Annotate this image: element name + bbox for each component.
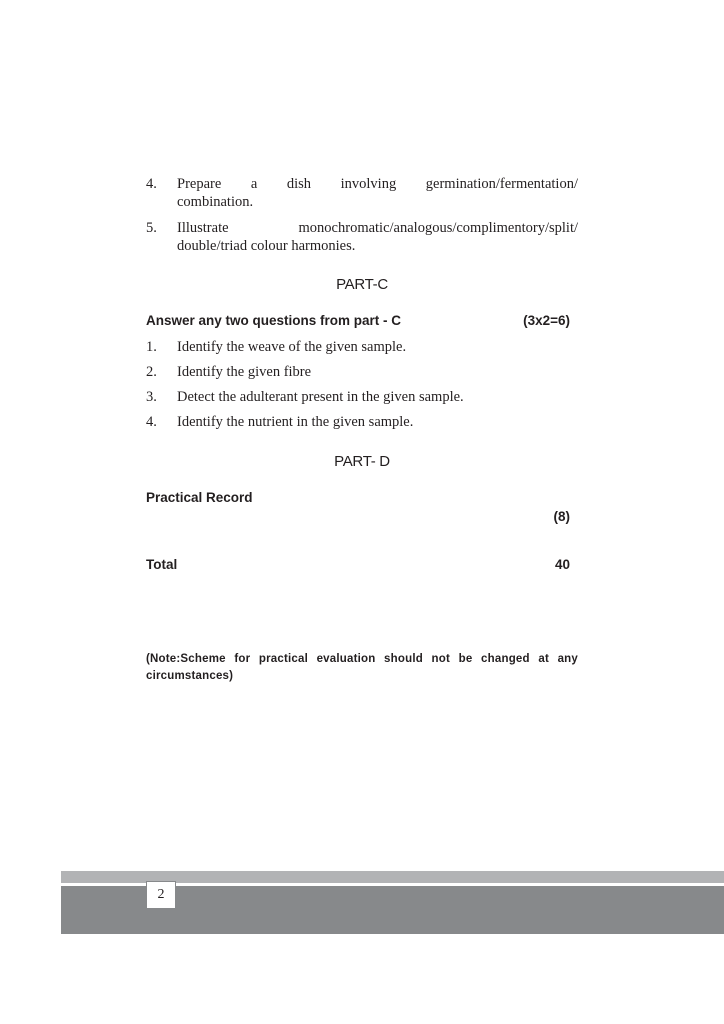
item-text: combination. <box>177 194 254 210</box>
evaluation-note: (Note:Scheme for practical evaluation should not be changed at any circumstances) <box>146 653 578 682</box>
total-label: Total <box>146 557 178 572</box>
item-number: 4. <box>146 414 157 430</box>
continued-question-list <box>146 175 578 255</box>
item-text: Prepare a dish involving germination/fermentation/ <box>177 176 578 192</box>
item-text: Identify the given fibre <box>177 364 312 380</box>
item-text: Illustrate monochromatic/analogous/complimentory/split/ <box>177 220 578 236</box>
part-c-question-list <box>146 338 578 431</box>
item-text: Identify the weave of the given sample. <box>177 339 407 355</box>
part-c-marks: (3x2=6) <box>523 313 570 328</box>
item-text: Detect the adulterant present in the given sample. <box>177 389 464 405</box>
part-c-heading: PART-C <box>336 276 388 293</box>
item-number: 5. <box>146 220 157 236</box>
item-number: 3. <box>146 389 157 405</box>
list-item <box>146 175 578 211</box>
practical-record-label: Practical Record <box>146 490 253 505</box>
part-c-instruction: Answer any two questions from part - C <box>146 313 402 328</box>
item-text: Identify the nutrient in the given sample. <box>177 414 414 430</box>
item-number: 4. <box>146 176 157 192</box>
practical-record-marks: (8) <box>553 509 570 524</box>
item-number: 1. <box>146 339 157 355</box>
list-item <box>146 363 578 381</box>
list-item <box>146 388 578 406</box>
part-c-instruction-row <box>146 313 570 328</box>
list-item <box>146 219 578 255</box>
list-item <box>146 338 578 356</box>
list-item <box>146 413 578 431</box>
total-row <box>146 557 570 572</box>
item-number: 2. <box>146 364 157 380</box>
total-value: 40 <box>554 557 570 572</box>
page-number: 2 <box>146 881 176 909</box>
item-text: double/triad colour harmonies. <box>177 238 356 254</box>
part-d-heading: PART- D <box>334 453 390 470</box>
